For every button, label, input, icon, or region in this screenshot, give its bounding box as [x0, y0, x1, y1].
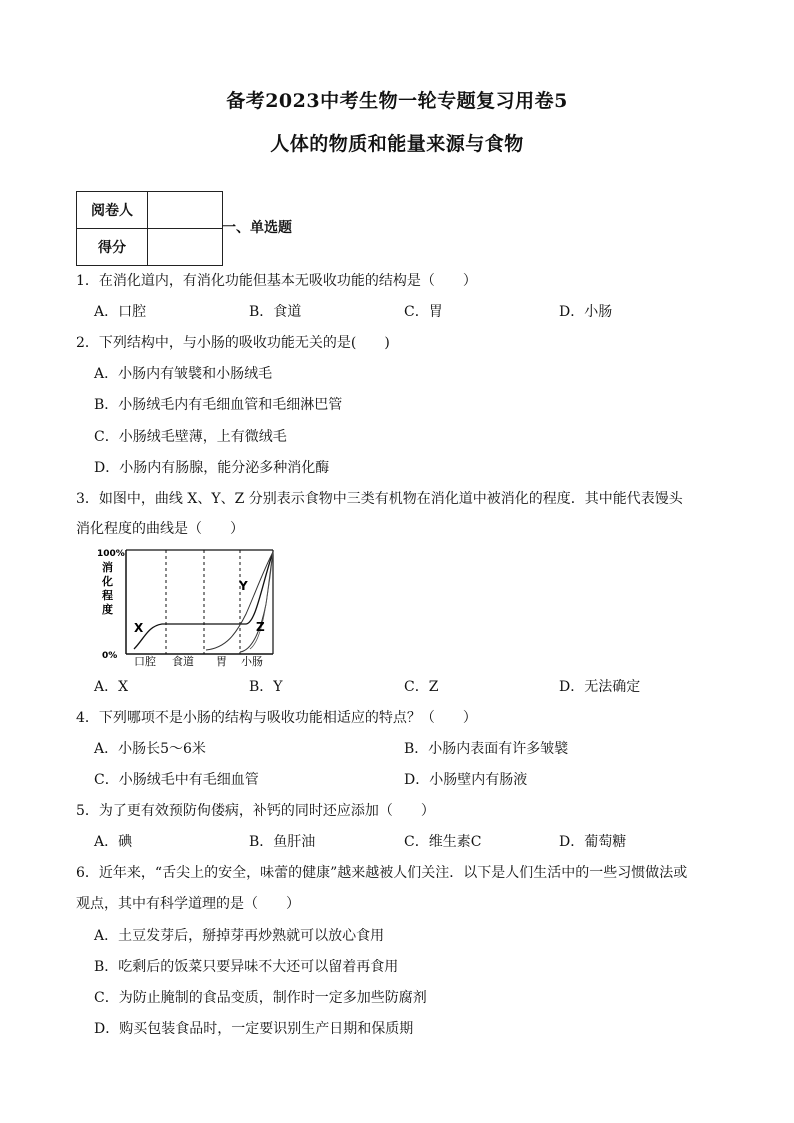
- question-5-option-d: D．葡萄糖: [559, 834, 627, 850]
- question-6-stem-line-1: 6．近年来，“舌尖上的安全，味蕾的健康”越来越被人们关注．以下是人们生活中的一些习惯做法或: [76, 865, 688, 881]
- figure-y-top-label: 100%: [97, 549, 125, 559]
- question-3-stem-line-1: 3．如图中，曲线 X、Y、Z 分别表示食物中三类有机物在消化道中被消化的程度．其中能代表馒头: [76, 491, 683, 507]
- question-2-stem: 2．下列结构中，与小肠的吸收功能无关的是( ): [76, 335, 390, 351]
- question-4-option-c: C．小肠绒毛中有毛细血管: [94, 772, 259, 788]
- question-2-option-d: D．小肠内有肠腺，能分泌多种消化酶: [94, 460, 330, 476]
- question-6-option-a: A．土豆发芽后，掰掉芽再炒熟就可以放心食用: [94, 928, 385, 944]
- question-4-option-a: A．小肠长5～6米: [94, 741, 206, 757]
- page-subtitle: 人体的物质和能量来源与食物: [270, 133, 524, 155]
- question-6-option-b: B．吃剩后的饭菜只要异味不大还可以留着再食用: [94, 959, 399, 975]
- section-label-intestine: 小肠: [241, 655, 263, 668]
- section-heading: 一、单选题: [222, 220, 292, 236]
- question-3-option-d: D．无法确定: [559, 679, 641, 695]
- question-5-stem: 5．为了更有效预防佝偻病，补钙的同时还应添加（ ）: [76, 803, 435, 819]
- question-6-option-c: C．为防止腌制的食品变质，制作时一定多加些防腐剂: [94, 990, 427, 1006]
- question-1-option-a: A．口腔: [94, 304, 147, 320]
- curve-z2: [250, 552, 273, 649]
- question-1-option-c: C．胃: [404, 304, 443, 320]
- question-4-option-b: B．小肠内表面有许多皱襞: [404, 741, 569, 757]
- figure-y-axis-label: [101, 560, 113, 616]
- curve-z-label: Z: [256, 620, 265, 634]
- figure-y-axis-label-char: 程: [102, 589, 113, 602]
- question-1-option-d: D．小肠: [559, 304, 613, 320]
- question-4-stem: 4．下列哪项不是小肠的结构与吸收功能相适应的特点？（ ）: [76, 710, 477, 726]
- question-3-option-b: B．Y: [249, 679, 283, 695]
- page-title: 备考2023中考生物一轮专题复习用卷5: [226, 90, 568, 112]
- question-1-stem: 1．在消化道内，有消化功能但基本无吸收功能的结构是（ ）: [76, 273, 477, 289]
- figure-y-bottom-label: 0%: [102, 651, 118, 661]
- question-1-option-b: B．食道: [249, 304, 302, 320]
- score-table: [76, 191, 223, 266]
- question-5-option-b: B．鱼肝油: [249, 834, 316, 850]
- section-label-stomach: 胃: [216, 655, 227, 668]
- figure-y-axis-label-char: 化: [102, 575, 113, 588]
- question-3-stem-line-2: 消化程度的曲线是（ ）: [76, 521, 244, 537]
- question-6-stem-line-2: 观点，其中有科学道理的是（ ）: [76, 896, 300, 912]
- digestion-figure: [96, 544, 278, 668]
- reviewer-cell: [148, 192, 223, 229]
- question-3-option-a: A．X: [94, 679, 129, 695]
- score-cell: [148, 229, 223, 266]
- section-label-esophagus: 食道: [172, 655, 194, 668]
- question-4-option-d: D．小肠壁内有肠液: [404, 772, 528, 788]
- figure-y-axis-label-char: 度: [102, 603, 113, 616]
- figure-y-axis-label-char: 消: [102, 561, 113, 574]
- score-label: 得分: [77, 229, 148, 266]
- question-3-option-c: C．Z: [404, 679, 439, 695]
- curve-y-label: Y: [239, 579, 248, 593]
- question-5-option-a: A．碘: [94, 834, 133, 850]
- question-6-option-d: D．购买包装食品时，一定要识别生产日期和保质期: [94, 1021, 414, 1037]
- section-label-mouth: 口腔: [134, 655, 156, 668]
- reviewer-label: 阅卷人: [77, 192, 148, 229]
- question-5-option-c: C．维生素C: [404, 834, 482, 850]
- question-2-option-a: A．小肠内有皱襞和小肠绒毛: [94, 366, 273, 382]
- question-2-option-b: B．小肠绒毛内有毛细血管和毛细淋巴管: [94, 397, 343, 413]
- curve-x-label: X: [134, 621, 144, 635]
- question-2-option-c: C．小肠绒毛壁薄，上有微绒毛: [94, 429, 287, 445]
